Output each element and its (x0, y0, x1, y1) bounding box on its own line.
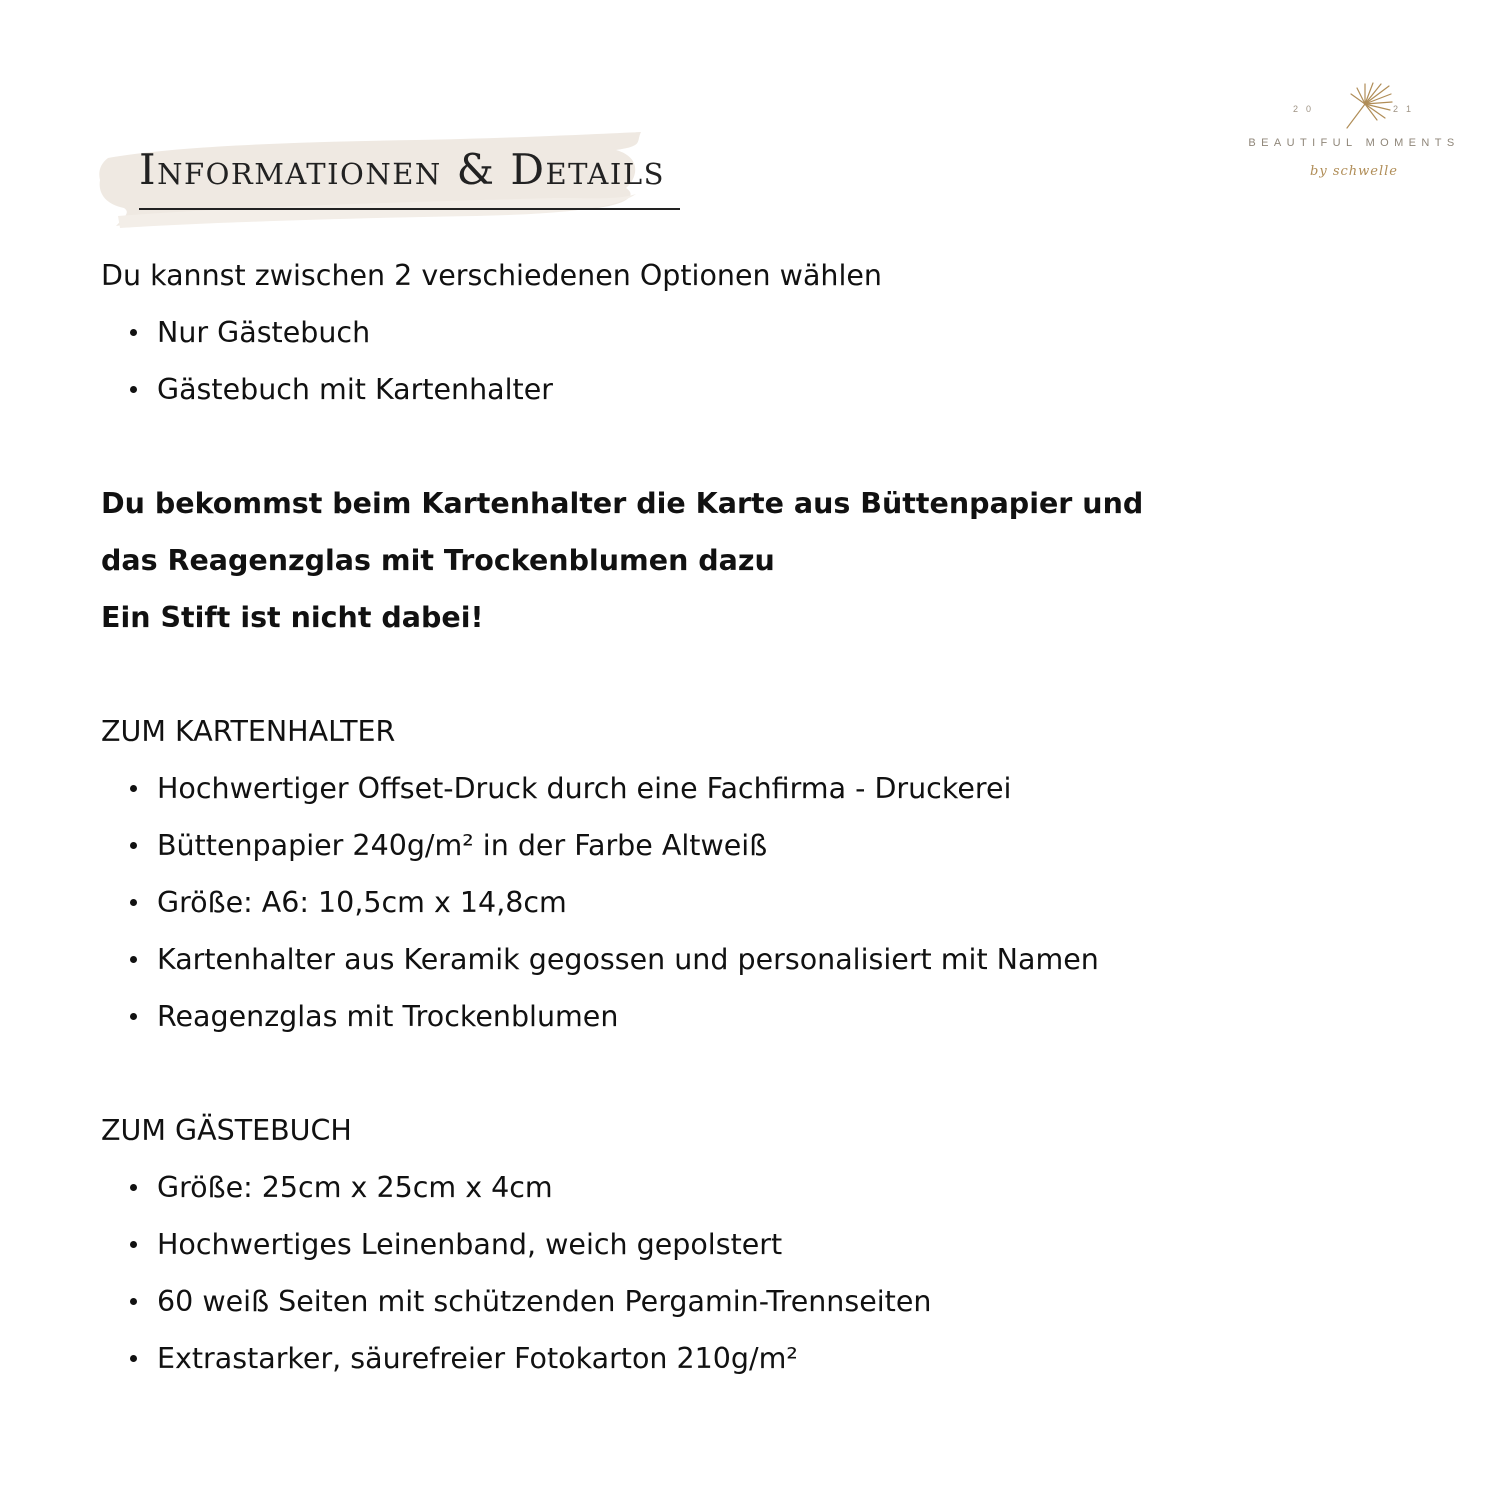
palm-leaf-icon (1337, 82, 1393, 130)
list-item: Hochwertiger Offset-Druck durch eine Fachfirma - Druckerei (101, 760, 1401, 817)
spacer (101, 1045, 1401, 1102)
content-body (101, 247, 1401, 1387)
logo-brand-name: BEAUTIFUL MOMENTS (1248, 137, 1460, 149)
brand-logo (1225, 80, 1483, 192)
gaestebuch-heading: ZUM GÄSTEBUCH (101, 1114, 352, 1147)
kartenhalter-heading: ZUM KARTENHALTER (101, 715, 396, 748)
list-item: Gästebuch mit Kartenhalter (101, 361, 1401, 418)
options-heading: Du kannst zwischen 2 verschiedenen Optionen wählen (101, 259, 882, 292)
page-title: Informationen & Details (139, 145, 665, 194)
logo-signature: by schwelle (1310, 164, 1398, 179)
list-item: Extrastarker, säurefreier Fotokarton 210g/m² (101, 1330, 1401, 1387)
list-item: Größe: A6: 10,5cm x 14,8cm (101, 874, 1401, 931)
logo-year-right: 21 (1393, 104, 1420, 114)
options-list (101, 304, 1401, 418)
spacer (101, 418, 1401, 475)
list-item: Größe: 25cm x 25cm x 4cm (101, 1159, 1401, 1216)
notice-line: das Reagenzglas mit Trockenblumen dazu (101, 544, 775, 577)
notice-line: Du bekommst beim Kartenhalter die Karte aus Büttenpapier und (101, 487, 1144, 520)
title-underline (139, 208, 680, 210)
kartenhalter-list (101, 760, 1401, 1045)
list-item: Hochwertiges Leinenband, weich gepolstert (101, 1216, 1401, 1273)
list-item: Nur Gästebuch (101, 304, 1401, 361)
list-item: 60 weiß Seiten mit schützenden Pergamin-Trennseiten (101, 1273, 1401, 1330)
list-item: Kartenhalter aus Keramik gegossen und personalisiert mit Namen (101, 931, 1401, 988)
list-item: Reagenzglas mit Trockenblumen (101, 988, 1401, 1045)
notice-line: Ein Stift ist nicht dabei! (101, 601, 484, 634)
spacer (101, 646, 1401, 703)
logo-year-left: 20 (1293, 104, 1320, 114)
list-item: Büttenpapier 240g/m² in der Farbe Altweiß (101, 817, 1401, 874)
gaestebuch-list (101, 1159, 1401, 1387)
